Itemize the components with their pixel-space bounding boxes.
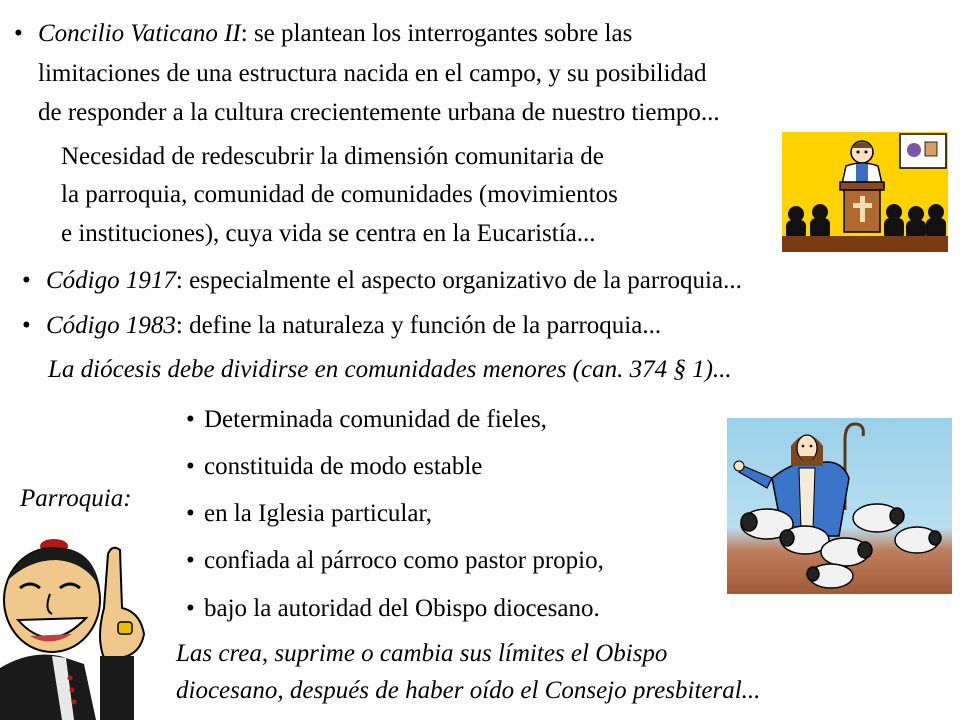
bullet-item-1: • <box>186 406 195 433</box>
item-5: bajo la autoridad del Obispo diocesano. <box>204 595 600 622</box>
item-1: Determinada comunidad de fieles, <box>204 406 547 433</box>
sub-text-3: e instituciones), cuya vida se centra en la Eucaristía... <box>61 220 596 247</box>
parroquia-label: Parroquia: <box>20 485 132 512</box>
item-2: constituida de modo estable <box>204 453 483 480</box>
bullet-item-5: • <box>186 595 195 622</box>
bullet-item-4: • <box>186 547 195 574</box>
sub-text-1: Necesidad de redescubrir la dimensión comunitaria de <box>61 143 604 170</box>
diocesis-text: La diócesis debe dividirse en comunidades menores (can. 374 § 1)... <box>48 356 732 383</box>
concilio-text-2: limitaciones de una estructura nacida en el campo, y su posibilidad <box>38 60 707 87</box>
bullet-codigo-1983 <box>46 309 661 343</box>
codigo-1917-text: : especialmente el aspecto organizativo de la parroquia... <box>175 267 742 294</box>
bullet-item-3: • <box>186 500 195 527</box>
good-shepherd-clipart <box>727 418 952 594</box>
bullet-2: • <box>22 267 31 294</box>
closing-text-2: diocesano, después de haber oído el Consejo presbiteral... <box>176 677 761 704</box>
closing-text-1: Las crea, suprime o cambia sus límites el Obispo <box>176 640 668 667</box>
cheerful-bishop-clipart <box>0 538 168 720</box>
sub-text-2: la parroquia, comunidad de comunidades (movimientos <box>61 181 618 208</box>
concilio-lead: Concilio Vaticano II <box>38 20 241 47</box>
bullet-1: • <box>14 20 23 47</box>
concilio-text-1: : se plantean los interrogantes sobre las <box>240 20 633 47</box>
bullet-3: • <box>22 312 31 339</box>
bullet-item-2: • <box>186 453 195 480</box>
codigo-1983-text: : define la naturaleza y función de la parroquia... <box>175 312 662 339</box>
priest-pulpit-clipart <box>782 132 948 252</box>
concilio-text-3: de responder a la cultura crecientemente urbana de nuestro tiempo... <box>38 99 720 126</box>
item-4: confiada al párroco como pastor propio, <box>204 547 604 574</box>
codigo-1917-lead: Código 1917 <box>46 267 176 294</box>
bullet-codigo-1917 <box>46 264 742 298</box>
codigo-1983-lead: Código 1983 <box>46 312 176 339</box>
item-3: en la Iglesia particular, <box>204 500 433 527</box>
bullet-concilio-line-1 <box>38 17 632 51</box>
